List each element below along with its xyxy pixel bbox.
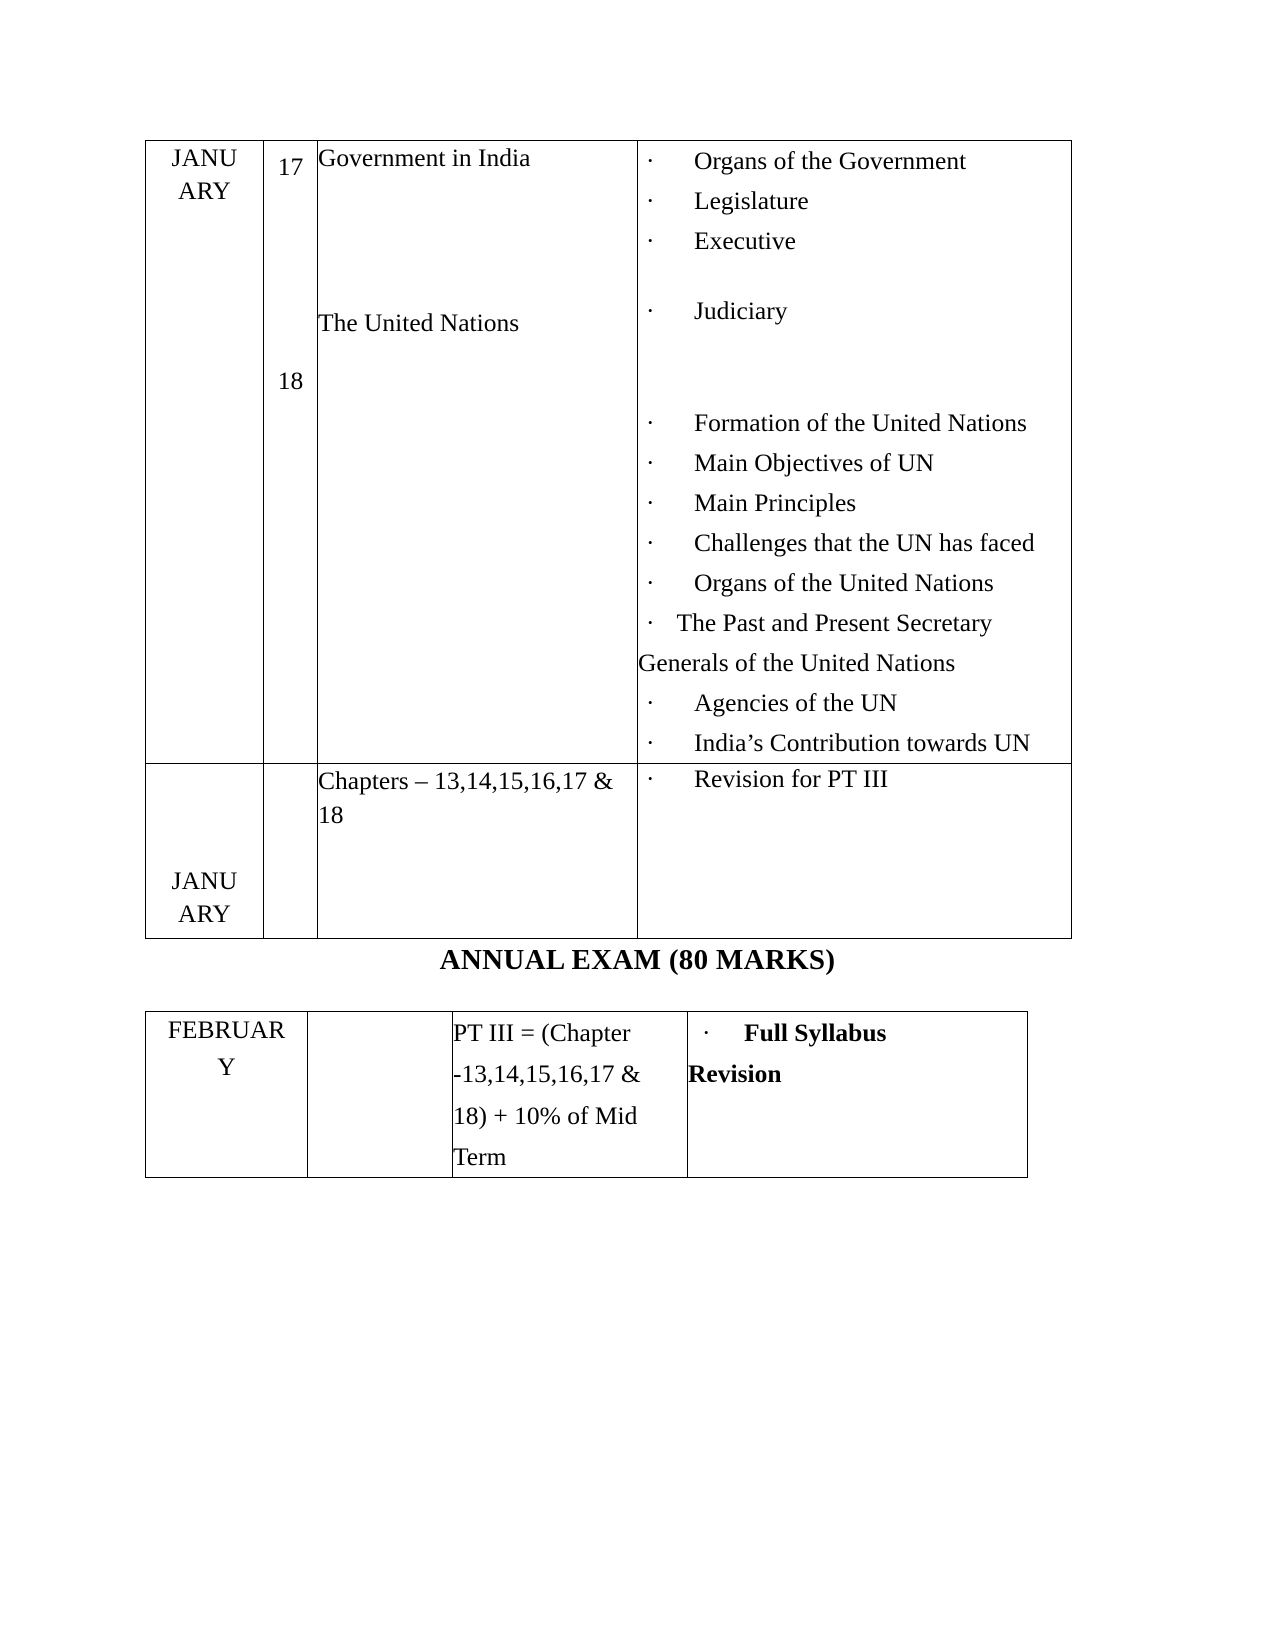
bullet-dot-icon: · xyxy=(646,728,655,758)
pt-iii-composition-cell xyxy=(453,1012,688,1178)
details-cell-full-syllabus xyxy=(688,1012,1028,1178)
bullet-dot-icon: · xyxy=(646,764,655,794)
bullet-dot-icon: · xyxy=(646,186,655,216)
list-item xyxy=(638,723,1071,763)
pt-line-2: -13,14,15,16,17 & xyxy=(453,1059,641,1089)
list-item xyxy=(638,483,1071,523)
list-item xyxy=(638,683,1071,723)
chapter-number-cell-group xyxy=(264,141,318,764)
list-item xyxy=(638,443,1071,483)
list-item-label: Main Principles xyxy=(694,488,857,518)
bullet-dot-icon: · xyxy=(646,296,655,326)
annual-exam-heading: ANNUAL EXAM (80 MARKS) xyxy=(439,944,836,976)
month-cell-february xyxy=(146,1012,308,1178)
list-item xyxy=(638,403,1071,443)
details-cell-revision xyxy=(638,764,1072,939)
month-line-2: Y xyxy=(217,1051,236,1081)
chapter-number-cell-empty xyxy=(264,764,318,939)
list-item-label: Formation of the United Nations xyxy=(694,408,1027,438)
annual-exam-table xyxy=(145,1011,1028,1178)
list-item xyxy=(638,603,1071,683)
list-item xyxy=(638,523,1071,563)
month-line-1: JANU xyxy=(171,866,238,896)
details-list-government xyxy=(638,141,1071,331)
details-cell-group xyxy=(638,141,1072,764)
list-item xyxy=(638,563,1071,603)
month-line-1: FEBRUAR xyxy=(167,1015,286,1044)
topic-cell-group xyxy=(318,141,638,764)
list-item-label: Main Objectives of UN xyxy=(694,448,935,478)
topic-government-in-india: Government in India xyxy=(318,143,531,172)
bullet-dot-icon: · xyxy=(646,408,655,438)
list-item xyxy=(638,181,1071,221)
number-cell-empty xyxy=(308,1012,453,1178)
list-item-label: Revision for PT III xyxy=(694,764,889,794)
topic-chapters-revision: Chapters – 13,14,15,16,17 & 18 xyxy=(318,764,638,939)
bullet-dot-icon: · xyxy=(646,528,655,558)
table-row xyxy=(146,1012,1028,1178)
details-spacer xyxy=(638,331,1071,367)
january-schedule-table xyxy=(145,140,1072,939)
chapter-number-17: 17 xyxy=(277,152,304,181)
list-item-label: Legislature xyxy=(694,186,809,216)
details-list-united-nations xyxy=(638,403,1071,763)
chapter-number-18: 18 xyxy=(277,366,304,395)
bullet-dot-icon: · xyxy=(646,688,655,718)
month-line-2: ARY xyxy=(177,899,232,929)
bullet-dot-icon: · xyxy=(646,226,655,256)
bullet-dot-icon: · xyxy=(702,1018,711,1047)
list-item-label: Organs of the United Nations xyxy=(694,568,994,598)
bullet-dot-icon: · xyxy=(646,488,655,518)
bullet-dot-icon: · xyxy=(646,448,655,478)
list-item xyxy=(638,291,1071,331)
list-item-label: Executive xyxy=(694,226,796,256)
topic-the-united-nations: The United Nations xyxy=(318,308,520,338)
table-row xyxy=(146,764,1072,939)
month-line-2: ARY xyxy=(177,176,232,206)
list-item-label: Full Syllabus xyxy=(744,1018,887,1047)
pt-line-4: Term xyxy=(453,1141,507,1171)
list-item-label: Organs of the Government xyxy=(694,146,967,175)
list-item-label: Agencies of the UN xyxy=(694,688,898,718)
list-item xyxy=(688,1012,1027,1053)
list-item-label: Judiciary xyxy=(694,296,788,326)
bullet-dot-icon: · xyxy=(646,568,655,598)
list-item-label: The Past and Present Secretary Generals of the United Nations xyxy=(638,608,993,678)
details-spacer-2 xyxy=(638,367,1071,403)
list-item-label: Challenges that the UN has faced xyxy=(694,528,1035,558)
list-item xyxy=(638,221,1071,261)
bullet-dot-icon: · xyxy=(646,146,655,175)
table-row xyxy=(146,141,1072,764)
pt-line-3: 18) + 10% of Mid xyxy=(453,1100,638,1130)
month-cell-january-1 xyxy=(146,141,264,764)
list-item xyxy=(638,141,1071,181)
list-item-label: India’s Contribution towards UN xyxy=(694,728,1031,758)
month-line-1: JANU xyxy=(171,143,238,172)
month-cell-january-2 xyxy=(146,764,264,939)
pt-line-1: PT III = (Chapter xyxy=(453,1018,631,1047)
list-item-continuation: Revision xyxy=(688,1059,782,1089)
list-item xyxy=(638,764,1071,794)
bullet-dot-icon: · xyxy=(646,608,655,638)
